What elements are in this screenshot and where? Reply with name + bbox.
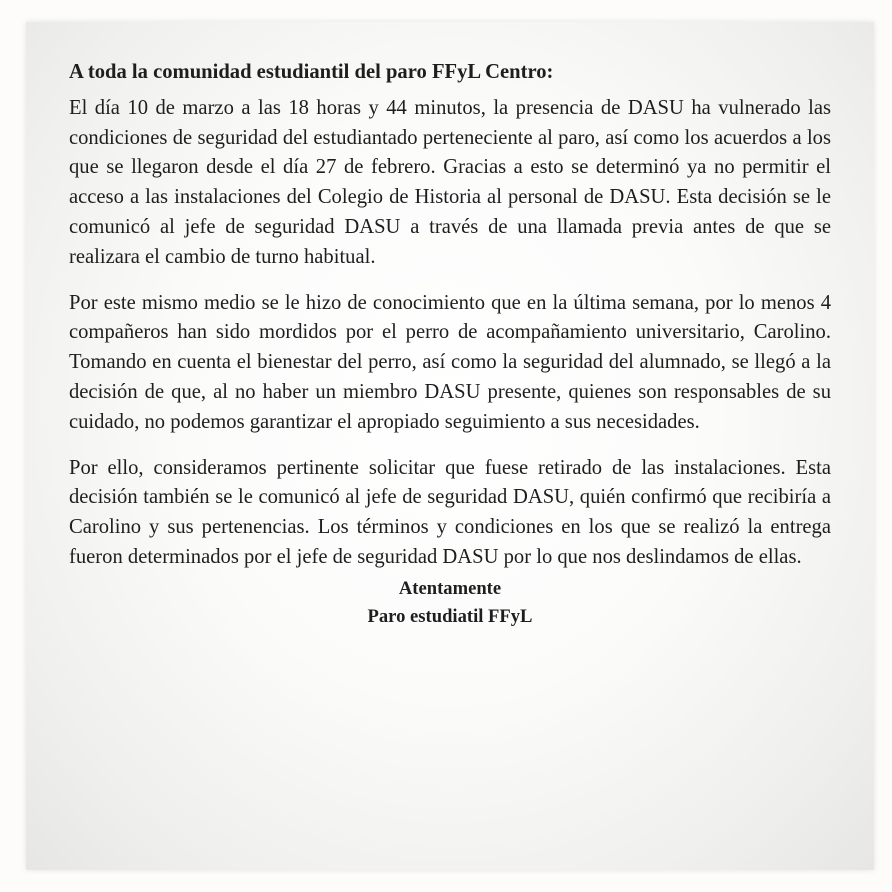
closing: Atentamente (398, 577, 502, 599)
signature: Paro estudiatil FFyL (367, 605, 533, 627)
letter-heading: A toda la comunidad estudiantil del paro FFyL Centro: (69, 61, 554, 83)
paragraph-3: Por ello, consideramos pertinente solicitar que fuese retirado de las instalaciones. Esta decisión también se le comunicó al jefe de seguridad DASU, quién confirmó que recibiría a Carolino y sus pertenencias. Los términos y condiciones en los que se realizó la entrega fueron determinados por el jefe de seguridad DASU por lo que nos deslindamos de ellas. (69, 456, 831, 568)
letter-sheet (26, 22, 874, 870)
letter-content (69, 58, 831, 631)
paragraph-1: El día 10 de marzo a las 18 horas y 44 minutos, la presencia de DASU ha vulnerado las condiciones de seguridad del estudiantado perteneciente al paro, así como los acuerdos a los que se llegaron desde el día 27 de febrero. Gracias a esto se determinó ya no permitir el acceso a las instalaciones del Colegio de Historia al personal de DASU. Esta decisión se le comunicó al jefe de seguridad DASU a través de una llamada previa antes de que se realizara el cambio de turno habitual. (69, 96, 831, 268)
paragraph-2: Por este mismo medio se le hizo de conocimiento que en la última semana, por lo menos 4 compañeros han sido mordidos por el perro de acompañamiento universitario, Carolino. Tomando en cuenta el bienestar del perro, así como la seguridad del alumnado, se llegó a la decisión de que, al no haber un miembro DASU presente, quienes son responsables de su cuidado, no podemos garantizar el apropiado seguimiento a sus necesidades. (69, 291, 831, 433)
